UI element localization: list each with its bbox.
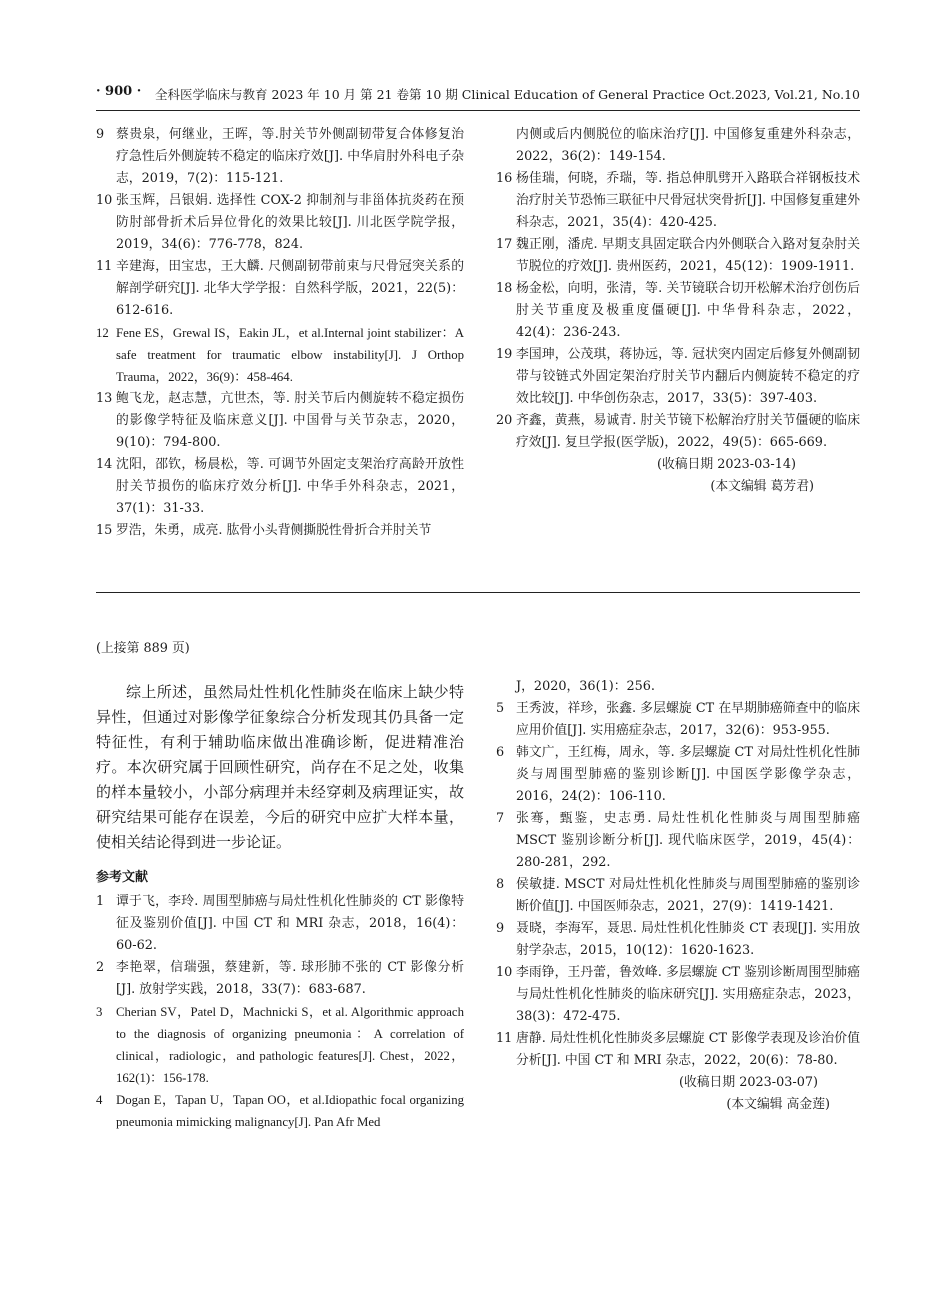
reference-text: 李国珅，公茂琪，蒋协远，等. 冠状突内固定后修复外侧副韧带与铰链式外固定架治疗肘关节内翻后内侧旋转不稳定的疗效比较[J]. 中华创伤杂志，2017，33(5)：397-403. <box>516 347 860 406</box>
reference-number: 5 <box>496 701 505 716</box>
page-header <box>96 84 860 106</box>
reference-item <box>96 322 464 388</box>
top-refs-right-column <box>496 124 860 498</box>
reference-text: 内侧或后内侧脱位的临床治疗[J]. 中国修复重建外科杂志，2022，36(2)：149-154. <box>516 127 860 164</box>
reference-number: 18 <box>496 281 513 296</box>
reference-item <box>96 124 464 190</box>
reference-number: 19 <box>496 347 513 362</box>
bottom-left-column <box>96 680 464 1133</box>
reference-number: 8 <box>496 877 505 892</box>
reference-item <box>496 168 860 234</box>
reference-text: 谭于飞，李玲. 周围型肺癌与局灶性机化性肺炎的 CT 影像特征及鉴别价值[J]. 中国 CT 和 MRI 杂志，2018，16(4)：60-62. <box>116 894 464 953</box>
reference-number: 12 <box>96 326 109 340</box>
reference-item <box>496 278 860 344</box>
reference-item <box>496 344 860 410</box>
reference-item <box>96 190 464 256</box>
reference-number: 3 <box>96 1005 103 1019</box>
reference-number: 11 <box>96 259 113 274</box>
reference-number: 9 <box>496 921 505 936</box>
reference-text: 李艳翠，信瑞强，蔡建新，等. 球形肺不张的 CT 影像分析[J]. 放射学实践，2018，33(7)：683-687. <box>116 960 464 997</box>
reference-item <box>496 874 860 918</box>
reference-number: 10 <box>496 965 513 980</box>
reference-number: 11 <box>496 1031 513 1046</box>
reference-number: 15 <box>96 523 113 538</box>
reference-text: 杨金松，向明，张清，等. 关节镜联合切开松解术治疗创伤后肘关节重度及极重度僵硬[J]. 中华骨科杂志，2022，42(4)：236-243. <box>516 281 860 340</box>
reference-number: 14 <box>96 457 113 472</box>
reference-text: 沈阳，邵钦，杨晨松，等. 可调节外固定支架治疗高龄开放性肘关节损伤的临床疗效分析[J]. 中华手外科杂志，2021，37(1)：31-33. <box>116 457 464 516</box>
reference-text: J，2020，36(1)：256. <box>516 679 655 694</box>
reference-text: 韩文广，王红梅，周永，等. 多层螺旋 CT 对局灶性机化性肺炎与周围型肺癌的鉴别诊断[J]. 中国医学影像学杂志，2016，24(2)：106-110. <box>516 745 860 804</box>
reference-text: 齐鑫，黄燕，易诚青. 肘关节镜下松解治疗肘关节僵硬的临床疗效[J]. 复旦学报(医学版)，2022，49(5)：665-669. <box>516 413 860 450</box>
reference-number: 4 <box>96 1093 103 1107</box>
reference-item <box>496 808 860 874</box>
reference-item <box>496 698 860 742</box>
reference-text: 聂晓，李海军，聂思. 局灶性机化性肺炎 CT 表现[J]. 实用放射学杂志，2015，10(12)：1620-1623. <box>516 921 860 958</box>
reference-number: 20 <box>496 413 513 428</box>
reference-text: 侯敏捷. MSCT 对局灶性机化性肺炎与周围型肺癌的鉴别诊断价值[J]. 中国医师杂志，2021，27(9)：1419-1421. <box>516 877 860 914</box>
reference-number: 1 <box>96 894 105 909</box>
reference-item <box>96 388 464 454</box>
reference-item <box>96 454 464 520</box>
reference-text: 辛建海，田宝忠，王大麟. 尺侧副韧带前束与尺骨冠突关系的解剖学研究[J]. 北华大学学报：自然科学版，2021，22(5)：612-616. <box>116 259 464 318</box>
editor-note: (本文编辑 葛芳君) <box>710 479 814 494</box>
reference-text: Dogan E，Tapan U，Tapan OO，et al.Idiopathic focal organizing pneumonia mimicking malignancy[J]. Pan Afr Med <box>116 1093 464 1129</box>
received-date: (收稿日期 2023-03-07) <box>678 1075 818 1090</box>
reference-text: 王秀波，祥珍，张鑫. 多层螺旋 CT 在早期肺癌筛查中的临床应用价值[J]. 实用癌症杂志，2017，32(6)：953-955. <box>516 701 860 738</box>
reference-item <box>496 234 860 278</box>
reference-text: 鲍飞龙，赵志慧，亢世杰，等. 肘关节后内侧旋转不稳定损伤的影像学特征及临床意义[J]. 中国骨与关节杂志，2020，9(10)：794-800. <box>116 391 464 450</box>
editor-note: (本文编辑 高金莲) <box>726 1097 830 1112</box>
reference-text: 蔡贵泉，何继业，王晖，等.肘关节外侧副韧带复合体修复治疗急性后外侧旋转不稳定的临床疗效[J]. 中华肩肘外科电子杂志，2019，7(2)：115-121. <box>116 127 464 186</box>
page-number: · 900 · <box>96 84 142 99</box>
reference-item <box>496 676 860 698</box>
reference-item <box>496 962 860 1028</box>
reference-text: 杨佳瑞，何晓，乔瑞，等. 指总伸肌劈开入路联合祥钢板技术治疗肘关节恐怖三联征中尺骨冠状突骨折[J]. 中国修复重建外科杂志，2021，35(4)：420-425. <box>516 171 860 230</box>
received-date: (收稿日期 2023-03-14) <box>656 457 796 472</box>
section-divider <box>96 592 860 593</box>
reference-item <box>96 1089 464 1133</box>
reference-item <box>496 124 860 168</box>
reference-text: Fene ES，Grewal IS，Eakin JL，et al.Internal joint stabilizer：A safe treatment for traumatic elbow instability[J]. J Orthop Trauma，2022，36(9)：458-464. <box>116 326 464 384</box>
reference-item <box>96 957 464 1001</box>
reference-item <box>96 520 464 542</box>
reference-text: 魏正刚，潘虎. 早期支具固定联合内外侧联合入路对复杂肘关节脱位的疗效[J]. 贵州医药，2021，45(12)：1909-1911. <box>516 237 860 274</box>
reference-number: 2 <box>96 960 105 975</box>
conclusion-paragraph: 综上所述，虽然局灶性机化性肺炎在临床上缺少特异性，但通过对影像学征象综合分析发现其仍具备一定特征性，有利于辅助临床做出准确诊断，促进精准治疗。本次研究属于回顾性研究，尚存在不足之处，收集的样本量较小，小部分病理并未经穿刺及病理证实，故研究结果可能存在误差，今后的研究中应扩大样本量，使相关结论得到进一步论证。 <box>96 683 464 851</box>
top-refs-left-column <box>96 124 464 542</box>
header-rule <box>96 110 860 111</box>
reference-number: 16 <box>496 171 513 186</box>
reference-item <box>496 742 860 808</box>
reference-number: 6 <box>496 745 505 760</box>
reference-text: Cherian SV，Patel D，Machnicki S，et al. Algorithmic approach to the diagnosis of organizing pneumonia：A correlation of clinical，radiologic，and pathologic features[J]. Chest，2022，162(1)：156-178. <box>116 1005 464 1085</box>
continued-from-note: (上接第 889 页) <box>96 641 190 656</box>
reference-text: 唐静. 局灶性机化性肺炎多层螺旋 CT 影像学表现及诊治价值分析[J]. 中国 CT 和 MRI 杂志，2022，20(6)：78-80. <box>516 1031 860 1068</box>
reference-number: 7 <box>496 811 505 826</box>
reference-item <box>496 918 860 962</box>
reference-text: 李雨铮，王丹蕾，鲁效峰. 多层螺旋 CT 鉴别诊断周围型肺癌与局灶性机化性肺炎的临床研究[J]. 实用癌症杂志，2023，38(3)：472-475. <box>516 965 860 1024</box>
reference-number: 13 <box>96 391 113 406</box>
reference-item <box>496 410 860 454</box>
bottom-right-column <box>496 676 860 1116</box>
reference-item <box>96 1001 464 1089</box>
reference-number: 10 <box>96 193 113 208</box>
reference-number: 9 <box>96 127 105 142</box>
reference-item <box>496 1028 860 1072</box>
reference-text: 张玉辉，吕银娟. 选择性 COX-2 抑制剂与非甾体抗炎药在预防肘部骨折术后异位骨化的效果比较[J]. 川北医学院学报，2019，34(6)：776-778，824. <box>116 193 464 252</box>
reference-number: 17 <box>496 237 513 252</box>
reference-item <box>96 891 464 957</box>
references-heading: 参考文献 <box>96 870 149 885</box>
reference-text: 张骞，甄鉴，史志勇. 局灶性机化性肺炎与周围型肺癌 MSCT 鉴别诊断分析[J]. 现代临床医学，2019，45(4)：280-281，292. <box>516 811 860 870</box>
reference-text: 罗浩，朱勇，成亮. 肱骨小头背侧撕脱性骨折合并肘关节 <box>116 523 432 538</box>
reference-item <box>96 256 464 322</box>
running-head: 全科医学临床与教育 2023 年 10 月 第 21 卷第 10 期 Clinical Education of General Practice Oct.2023, Vol.21, No.10 <box>155 87 860 102</box>
